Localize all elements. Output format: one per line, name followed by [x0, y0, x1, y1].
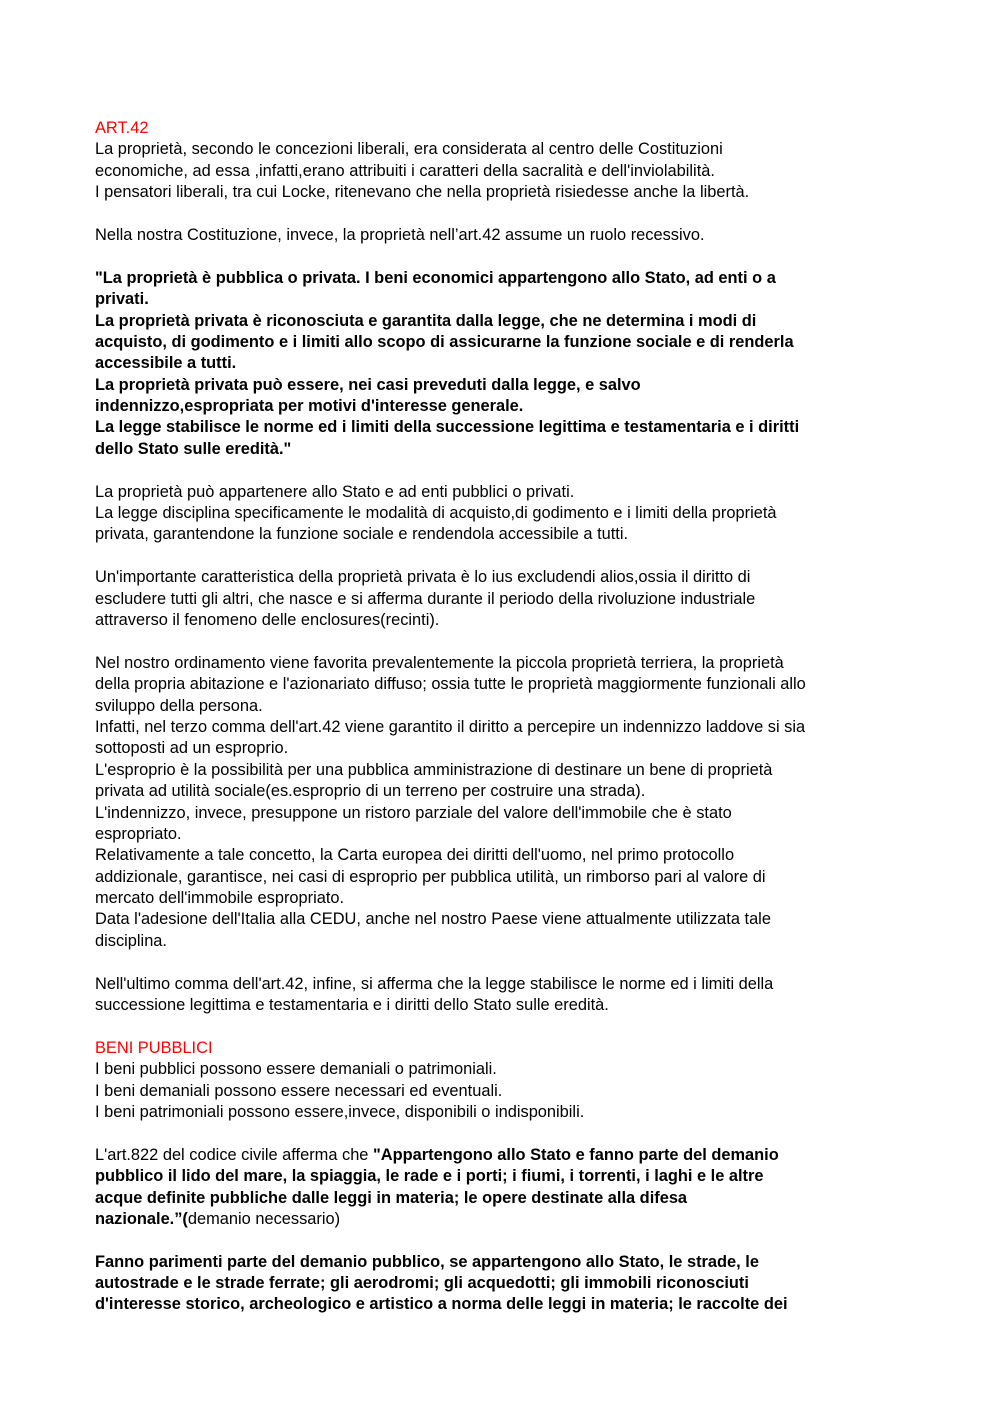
text-line: Infatti, nel terzo comma dell'art.42 viene garantito il diritto a percepire un indennizzo laddove si sia	[95, 717, 806, 736]
text-line: La legge disciplina specificamente le modalità di acquisto,di godimento e i limiti della proprietà	[95, 504, 777, 523]
quote-line: privati.	[95, 290, 149, 309]
text-line: mercato dell'immobile espropriato.	[95, 889, 345, 908]
text-line: sottoposti ad un esproprio.	[95, 739, 289, 758]
document-page	[95, 118, 915, 1316]
quote-line: d'interesse storico, archeologico e artistico a norma delle leggi in materia; le raccolte dei	[95, 1295, 788, 1314]
text-line: Data l'adesione dell'Italia alla CEDU, anche nel nostro Paese viene attualmente utilizzata tale	[95, 910, 771, 929]
text-line: privata ad utilità sociale(es.esproprio di un terreno per costruire una strada).	[95, 782, 646, 801]
article-quote	[95, 268, 915, 461]
text-line: disciplina.	[95, 931, 167, 950]
quote-line: accessibile a tutti.	[95, 354, 237, 373]
quote-line: La legge stabilisce le norme ed i limiti della successione legittima e testamentaria e i diritti	[95, 418, 800, 437]
quote-line: La proprietà privata è riconosciuta e garantita dalla legge, che ne determina i modi di	[95, 311, 757, 330]
paragraph-gap	[95, 546, 915, 567]
text-line: attraverso il fenomeno delle enclosures(recinti).	[95, 610, 440, 629]
text-line: L'esproprio è la possibilità per una pubblica amministrazione di destinare un bene di proprietà	[95, 760, 773, 779]
text-line: escludere tutti gli altri, che nasce e si afferma durante il periodo della rivoluzione industriale	[95, 589, 756, 608]
text-line: espropriato.	[95, 824, 182, 843]
text-line: I pensatori liberali, tra cui Locke, ritenevano che nella proprietà risiedesse anche la libertà.	[95, 183, 750, 202]
paragraph-gap	[95, 631, 915, 652]
text-line	[95, 1209, 915, 1230]
text-line: Nel nostro ordinamento viene favorita prevalentemente la piccola proprietà terriera, la proprietà	[95, 653, 784, 672]
paragraph-gap	[95, 1123, 915, 1144]
paragraph-gap	[95, 1230, 915, 1251]
quote-line: indennizzo,espropriata per motivi d'interesse generale.	[95, 397, 524, 416]
section-heading-art42: ART.42	[95, 119, 149, 137]
paragraph-gap	[95, 952, 915, 973]
text-line: La proprietà, secondo le concezioni liberali, era considerata al centro delle Costituzioni	[95, 140, 723, 159]
paragraph-gap	[95, 1016, 915, 1037]
text-line: La proprietà può appartenere allo Stato e ad enti pubblici o privati.	[95, 482, 575, 501]
text-line: sviluppo della persona.	[95, 696, 263, 715]
paragraph-gap	[95, 460, 915, 481]
text-line: della propria abitazione e l'azionariato diffuso; ossia tutte le proprietà maggiormente funzionali allo	[95, 675, 806, 694]
text-line	[95, 1145, 915, 1166]
quote-line: Fanno parimenti parte del demanio pubblico, se appartengono allo Stato, le strade, le	[95, 1252, 759, 1271]
quote-line: pubblico il lido del mare, la spiaggia, le rade e i porti; i fiumi, i torrenti, i laghi e le altre	[95, 1167, 764, 1186]
text-line: I beni pubblici possono essere demaniali o patrimoniali.	[95, 1060, 497, 1079]
text-line: Nella nostra Costituzione, invece, la proprietà nell’art.42 assume un ruolo recessivo.	[95, 225, 705, 244]
text-line: I beni patrimoniali possono essere,invece, disponibili o indisponibili.	[95, 1102, 585, 1121]
art822-quote-start: "Appartengono allo Stato e fanno parte del demanio	[372, 1145, 779, 1164]
text-line: privata, garantendone la funzione sociale e rendendola accessibile a tutti.	[95, 525, 629, 544]
text-line: L'indennizzo, invece, presuppone un ristoro parziale del valore dell'immobile che è stato	[95, 803, 732, 822]
paragraph-gap	[95, 204, 915, 225]
paragraph-gap	[95, 246, 915, 267]
art822-quote-end: nazionale.”(	[95, 1209, 188, 1228]
art822-intro: L'art.822 del codice civile afferma che	[95, 1145, 373, 1164]
text-line: Un'importante caratteristica della proprietà privata è lo ius excludendi alios,ossia il diritto di	[95, 568, 751, 587]
text-line: Relativamente a tale concetto, la Carta europea dei diritti dell'uomo, nel primo protocollo	[95, 846, 735, 865]
art822-note: demanio necessario)	[187, 1209, 341, 1228]
quote-line: acque definite pubbliche dalle leggi in materia; le opere destinate alla difesa	[95, 1188, 688, 1207]
section-heading-beni-pubblici: BENI PUBBLICI	[95, 1038, 213, 1057]
quote-line: "La proprietà è pubblica o privata. I beni economici appartengono allo Stato, ad enti o a	[95, 268, 776, 287]
quote-line: dello Stato sulle eredità."	[95, 439, 292, 458]
quote-line: La proprietà privata può essere, nei casi preveduti dalla legge, e salvo	[95, 375, 641, 394]
text-line: economiche, ad essa ,infatti,erano attribuiti i caratteri della sacralità e dell'inviolabilità.	[95, 161, 715, 180]
quote-line: acquisto, di godimento e i limiti allo scopo di assicurarne la funzione sociale e di renderla	[95, 332, 794, 351]
text-line: successione legittima e testamentaria e i diritti dello Stato sulle eredità.	[95, 996, 609, 1015]
text-line: Nell'ultimo comma dell'art.42, infine, si afferma che la legge stabilisce le norme ed i limiti della	[95, 974, 774, 993]
text-line: I beni demaniali possono essere necessari ed eventuali.	[95, 1081, 503, 1100]
text-line: addizionale, garantisce, nei casi di esproprio per pubblica utilità, un rimborso pari al valore di	[95, 867, 766, 886]
quote-line: autostrade e le strade ferrate; gli aerodromi; gli acquedotti; gli immobili riconosciuti	[95, 1274, 749, 1293]
